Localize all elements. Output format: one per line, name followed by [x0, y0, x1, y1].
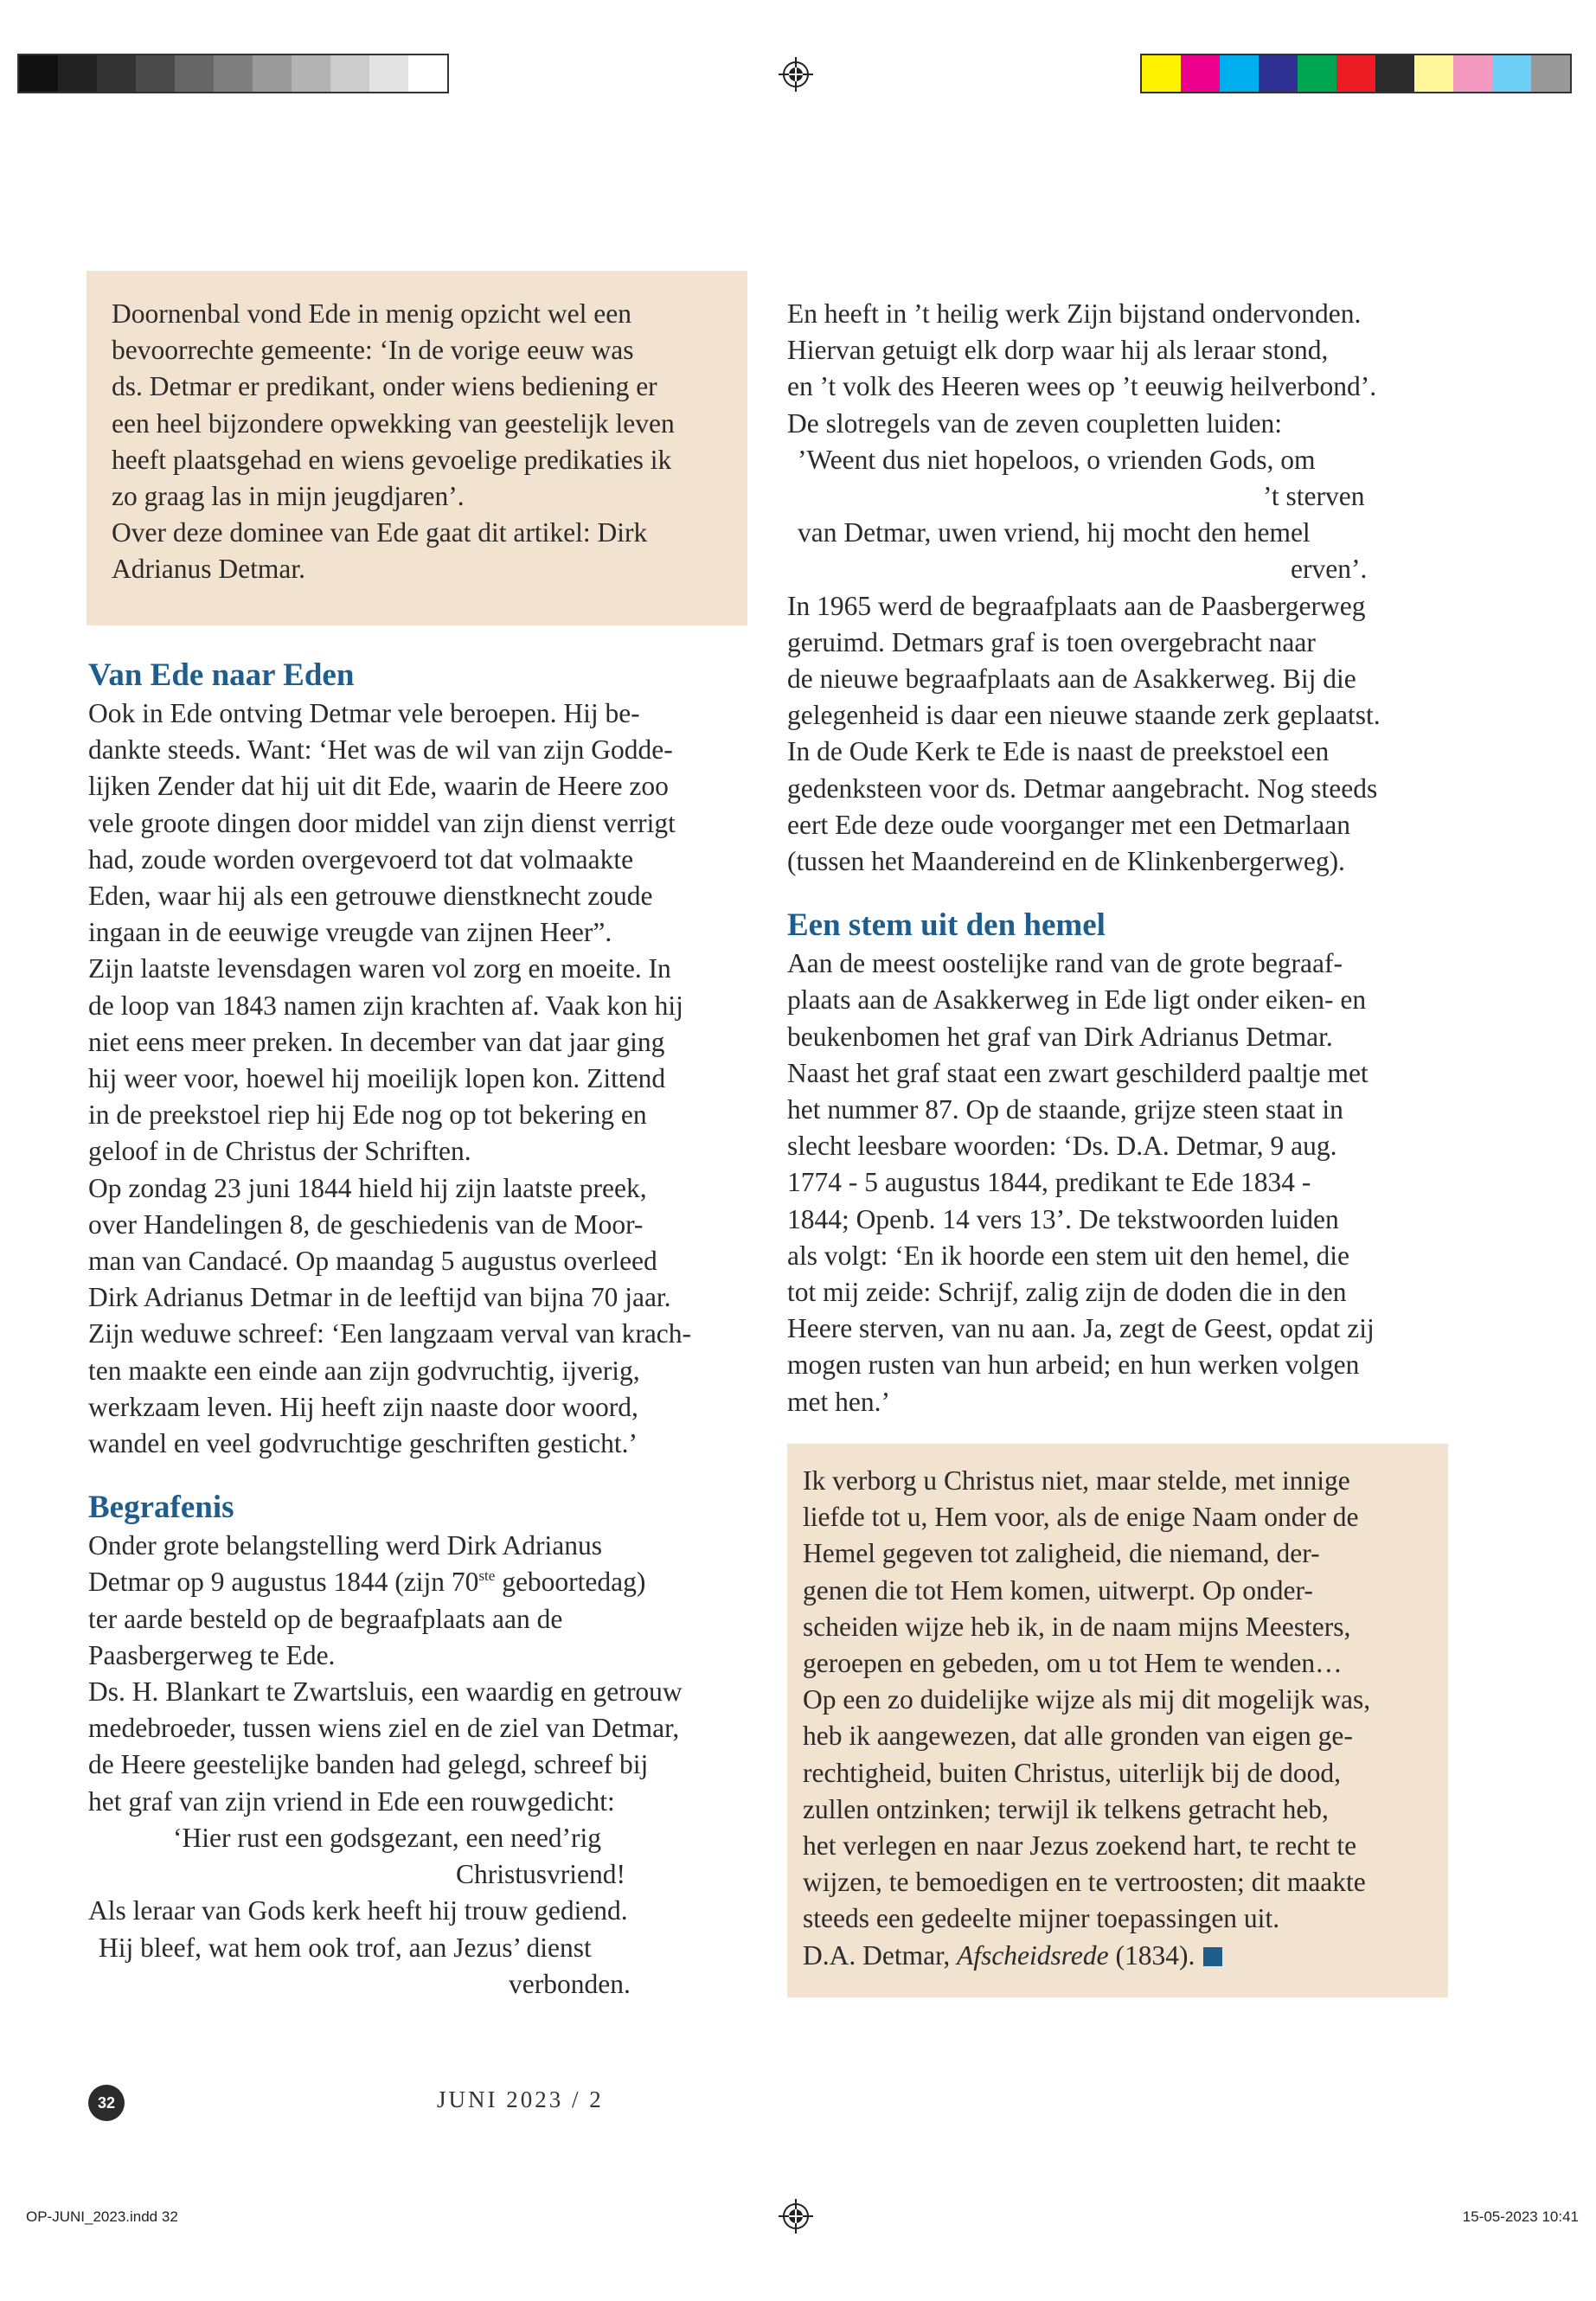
quote-line: heb ik aangewezen, dat alle gronden van eigen ge- — [803, 1721, 1353, 1752]
section3-line: 1774 - 5 augustus 1844, predikant te Ede 1834 - — [787, 1167, 1311, 1198]
begrafenis-line: het graf van zijn vriend in Ede een rouwgedicht: — [88, 1785, 615, 1817]
left-column — [88, 656, 754, 2003]
gray-swatch-7 — [253, 55, 292, 92]
gray-swatch-9 — [330, 55, 369, 92]
section3-line: slecht leesbare woorden: ‘Ds. D.A. Detmar, 9 aug. — [787, 1131, 1337, 1162]
begrafenis-text — [88, 1601, 754, 1820]
slug-file-info: OP-JUNI_2023.indd 32 — [26, 2208, 178, 2225]
gray-swatch-8 — [292, 55, 330, 92]
color-swatch-10 — [1492, 55, 1531, 92]
right-column-line: gedenksteen voor ds. Detmar aangebracht. Nog steeds — [787, 772, 1378, 804]
section-heading-een-stem-uit-den-hemel: Een stem uit den hemel — [787, 907, 1106, 944]
gray-swatch-1 — [19, 55, 58, 92]
intro-line: zo graag las in mijn jeugdjaren’. — [112, 481, 465, 512]
section-heading-van-ede-naar-eden: Van Ede naar Eden — [88, 657, 355, 693]
registration-mark-bottom — [779, 2199, 813, 2234]
section1-line: had, zoude worden overgevoerd tot dat volmaakte — [88, 843, 634, 875]
gray-swatch-2 — [58, 55, 97, 92]
intro-line: Doornenbal vond Ede in menig opzicht wel een — [112, 298, 631, 329]
intro-line: Over deze dominee van Ede gaat dit artikel: Dirk — [112, 517, 648, 548]
begrafenis-line: medebroeder, tussen wiens ziel en de ziel van Detmar, — [88, 1713, 680, 1744]
color-swatch-11 — [1531, 55, 1570, 92]
section3-text — [787, 945, 1462, 1420]
section1-line: over Handelingen 8, de geschiedenis van de Moor- — [88, 1208, 644, 1240]
section1-line: in de preekstoel riep hij Ede nog op tot bekering en — [88, 1099, 647, 1131]
section1-text — [88, 695, 754, 1462]
section1-line: dankte steeds. Want: ‘Het was de wil van zijn Godde- — [88, 734, 673, 766]
quote-line: Ik verborg u Christus niet, maar stelde, met innige — [803, 1465, 1350, 1496]
quote-box — [787, 1444, 1448, 1997]
gray-swatch-10 — [369, 55, 408, 92]
right-column-line: En heeft in ’t heilig werk Zijn bijstand ondervonden. — [787, 298, 1362, 329]
quote-line: Op een zo duidelijke wijze als mij dit mogelijk was, — [803, 1684, 1371, 1715]
intro-line: bevoorrechte gemeente: ‘In de vorige eeuw was — [112, 335, 634, 366]
issue-label: JUNI 2023 / 2 — [437, 2086, 604, 2112]
section1-line: lijken Zender dat hij uit dit Ede, waarin de Heere zoo — [88, 771, 669, 802]
right-column-line: Hiervan getuigt elk dorp waar hij als leraar stond, — [787, 335, 1329, 366]
right-column — [787, 296, 1462, 1420]
gray-swatch-6 — [214, 55, 253, 92]
right-column-line: geruimd. Detmars graf is toen overgebracht naar — [787, 626, 1316, 657]
right-column-line: de nieuwe begraafplaats aan de Asakkerweg. Bij die — [787, 663, 1356, 695]
section1-line: hij weer voor, hoewel hij moeilijk lopen kon. Zittend — [88, 1063, 666, 1094]
color-swatch-bar — [1140, 54, 1572, 93]
color-swatch-6 — [1336, 55, 1375, 92]
section1-line: Dirk Adrianus Detmar in de leeftijd van bijna 70 jaar. — [88, 1282, 671, 1313]
section1-line: Eden, waar hij als een getrouwe dienstknecht zoude — [88, 881, 653, 912]
intro-line: Adrianus Detmar. — [112, 554, 305, 585]
section1-line: vele groote dingen door middel van zijn dienst verrigt — [88, 807, 676, 838]
section3-line: plaats aan de Asakkerweg in Ede ligt onder eiken- en — [787, 984, 1367, 1016]
quote-line: rechtigheid, buiten Christus, uiterlijk bij de dood, — [803, 1757, 1342, 1788]
right-column-line: (tussen het Maandereind en de Klinkenbergerweg). — [787, 846, 1345, 877]
begrafenis-line: Ds. H. Blankart te Zwartsluis, een waardig en getrouw — [88, 1676, 683, 1708]
section1-line: ten maakte een einde aan zijn godvruchtig, ijverig, — [88, 1355, 640, 1386]
gray-swatch-5 — [175, 55, 214, 92]
section1-line: Ook in Ede ontving Detmar vele beroepen. Hij be- — [88, 698, 640, 728]
grayscale-swatch-bar — [17, 54, 449, 93]
right-column-line: De slotregels van de zeven coupletten luiden: — [787, 407, 1283, 439]
gray-swatch-3 — [97, 55, 136, 92]
section1-line: man van Candacé. Op maandag 5 augustus overleed — [88, 1246, 657, 1277]
section3-line: tot mij zeide: Schrijf, zalig zijn de doden die in den — [787, 1277, 1347, 1308]
right-column-line: In de Oude Kerk te Ede is naast de preekstoel een — [787, 736, 1330, 767]
section1-line: de loop van 1843 namen zijn krachten af. Vaak kon hij — [88, 990, 683, 1021]
slug-date-time: 15-05-2023 10:41 — [1462, 2208, 1579, 2225]
quote-line: scheiden wijze heb ik, in de naam mijns Meesters, — [803, 1611, 1351, 1642]
right-column-line: In 1965 werd de begraafplaats aan de Paasbergerweg — [787, 590, 1366, 621]
begrafenis-line-date: Detmar op 9 augustus 1844 (zijn 70ste geboortedag) — [88, 1567, 646, 1598]
color-swatch-2 — [1181, 55, 1220, 92]
intro-line: heeft plaatsgehad en wiens gevoelige predikaties ik — [112, 444, 672, 475]
section1-line: Zijn laatste levensdagen waren vol zorg en moeite. In — [88, 953, 671, 984]
quote-line: steeds een gedeelte mijner toepassingen uit. — [803, 1903, 1280, 1934]
section3-line: beukenbomen het graf van Dirk Adrianus Detmar. — [787, 1021, 1333, 1052]
begrafenis-line: de Heere geestelijke banden had gelegd, schreef bij — [88, 1749, 649, 1780]
section1-line: Op zondag 23 juni 1844 hield hij zijn laatste preek, — [88, 1172, 647, 1203]
section3-line: het nummer 87. Op de staande, grijze steen staat in — [787, 1094, 1343, 1125]
gray-swatch-4 — [136, 55, 175, 92]
quote-line: wijzen, te bemoedigen en te vertroosten; dit maakte — [803, 1867, 1366, 1898]
section1-line: werkzaam leven. Hij heeft zijn naaste door woord, — [88, 1391, 638, 1422]
rouwgedicht: ‘Hier rust een godsgezant, een need’rig Christusvriend! Als leraar van Gods kerk heeft hij trouw gediend. Hij bleef, wat hem ook trof, aan Jezus’ dienst verbonden. — [88, 1822, 631, 1999]
right-column-line: eert Ede deze oude voorganger met een Detmarlaan — [787, 809, 1350, 840]
right-column-line: gelegenheid is daar een nieuwe staande zerk geplaatst. — [787, 700, 1381, 731]
section3-line: met hen.’ — [787, 1386, 890, 1417]
section1-line: ingaan in de eeuwige vreugde van zijnen Heer”. — [88, 917, 612, 948]
quote-line: geroepen en gebeden, om u tot Hem te wenden… — [803, 1648, 1343, 1679]
intro-line: een heel bijzondere opwekking van geestelijk leven — [112, 407, 675, 439]
page-number-badge: 32 — [88, 2085, 125, 2121]
slotregels-gedicht: ’Weent dus niet hopeloos, o vrienden Gods, om ’t sterven van Detmar, uwen vriend, hij mocht den hemel erven’. — [798, 444, 1368, 585]
end-mark-icon — [1203, 1947, 1222, 1966]
right-column-text-2 — [787, 588, 1462, 881]
intro-line: ds. Detmar er predikant, onder wiens bediening er — [112, 371, 657, 402]
quote-line: genen die tot Hem komen, uitwerpt. Op onder- — [803, 1574, 1313, 1606]
intro-box — [87, 271, 747, 625]
quote-line: Hemel gegeven tot zaligheid, die niemand, der- — [803, 1538, 1320, 1569]
section1-line: wandel en veel godvruchtige geschriften gesticht.’ — [88, 1428, 638, 1459]
quote-line: het verlegen en naar Jezus zoekend hart, te recht te — [803, 1830, 1357, 1862]
gray-swatch-11 — [408, 55, 447, 92]
section-heading-begrafenis: Begrafenis — [88, 1490, 234, 1526]
color-swatch-9 — [1453, 55, 1492, 92]
quote-line: zullen ontzinken; terwijl ik telkens getracht heb, — [803, 1793, 1329, 1824]
color-swatch-8 — [1414, 55, 1453, 92]
section3-line: 1844; Openb. 14 vers 13’. De tekstwoorden luiden — [787, 1203, 1339, 1234]
begrafenis-line: Onder grote belangstelling werd Dirk Adrianus — [88, 1530, 602, 1561]
section3-line: als volgt: ‘En ik hoorde een stem uit den hemel, die — [787, 1240, 1349, 1271]
begrafenis-line: ter aarde besteld op de begraafplaats aan de — [88, 1603, 563, 1634]
section1-line: Zijn weduwe schreef: ‘Een langzaam verval van krach- — [88, 1318, 692, 1349]
section3-line: mogen rusten van hun arbeid; en hun werken volgen — [787, 1349, 1360, 1381]
right-column-line: en ’t volk des Heeren wees op ’t eeuwig heilverbond’. — [787, 371, 1377, 402]
quote-attribution: D.A. Detmar, Afscheidsrede (1834). — [803, 1938, 1448, 1974]
section1-line: geloof in de Christus der Schriften. — [88, 1136, 471, 1167]
color-swatch-5 — [1298, 55, 1336, 92]
quote-text — [803, 1463, 1448, 1938]
quote-line: liefde tot u, Hem voor, als de enige Naam onder de — [803, 1502, 1359, 1533]
begrafenis-line: Paasbergerweg te Ede. — [88, 1639, 336, 1670]
color-swatch-3 — [1220, 55, 1259, 92]
intro-text — [87, 271, 747, 588]
color-swatch-7 — [1375, 55, 1414, 92]
section3-line: Naast het graf staat een zwart geschilderd paaltje met — [787, 1057, 1368, 1088]
section3-line: Aan de meest oostelijke rand van de grote begraaf- — [787, 948, 1343, 979]
section1-line: niet eens meer preken. In december van dat jaar ging — [88, 1026, 665, 1057]
color-swatch-4 — [1259, 55, 1298, 92]
right-column-text — [787, 296, 1462, 442]
registration-mark-top — [779, 57, 813, 92]
color-swatch-1 — [1142, 55, 1181, 92]
section3-line: Heere sterven, van nu aan. Ja, zegt de Geest, opdat zij — [787, 1313, 1375, 1344]
